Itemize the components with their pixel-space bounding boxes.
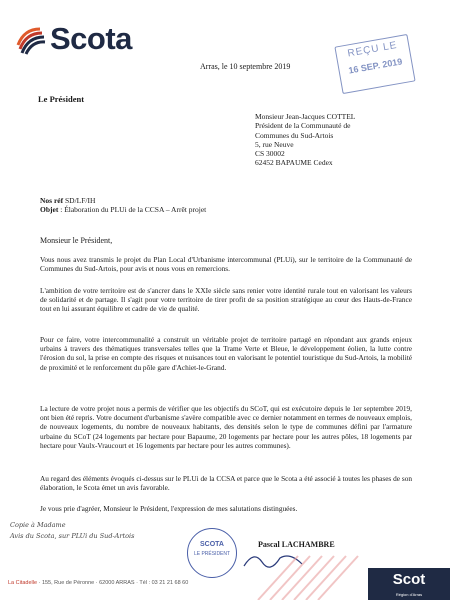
subject-value: Élaboration du PLUi de la CCSA – Arrêt projet: [64, 205, 207, 215]
footer-place: La Citadelle: [8, 580, 38, 586]
recipient-name: Monsieur Jean-Jacques COTTEL: [255, 112, 356, 121]
handwritten-note: [10, 520, 180, 560]
ref-value: SD/LF/IH: [65, 196, 96, 205]
seal-subtitle: LE PRÉSIDENT: [193, 551, 231, 557]
paragraph-3: Pour ce faire, votre intercommunalité a construit un véritable projet de territoire partagé en répondant aux grands enjeux urbains à travers des thématiques transversales telles que la Trame Verte et Bleue, le développement éolien, la lutte contre l'érosion du sol, la prise en compte des risques et nuisances tout en valorisant le potentiel touristique du Sud-Artois, la mobilité de proximité et le renforcement du pôle gare d'Achiet-le-Grand.: [40, 335, 412, 372]
ref-label: Nos réf: [40, 196, 64, 205]
official-seal: [187, 528, 237, 578]
subject-line: Objet : Élaboration du PLUi de la CCSA – Arrêt projet: [40, 205, 207, 215]
handwritten-line-2: Avis du Scota, sur PLUi du Sud-Artois: [10, 532, 135, 540]
paragraph-4: La lecture de votre projet nous a permis de vérifier que les objectifs du SCoT, qui est exécutoire depuis le 1er septembre 2019, ont bien été repris. Votre document d'urbanisme s'avère compatible avec ce dernier notamment en termes de nouveaux emplois, de nouveaux logements, du nombre de nouveaux habitants, des densités selon le type de communes défini par l'armature urbaine du SCoT (24 logements par hectare pour Bapaume, 20 logements par hectare pour les autres pôles, 18 logements par hectare pour Vaulx-Vraucourt et 16 logements par hectare pour les autres communes).: [40, 404, 412, 450]
recipient-org: Communes du Sud-Artois: [255, 130, 334, 140]
stamp-label: REÇU LE: [346, 39, 399, 60]
logo-mark-icon: [14, 23, 48, 57]
recipient-cs: CS 30002: [255, 149, 285, 159]
footer-contact: · 155, Rue de Péronne · 62000 ARRAS · Tél : 03 21 21 68 60: [38, 580, 189, 586]
decorative-stripes: [248, 548, 368, 600]
stamp-date: 16 SEP. 2019: [347, 56, 403, 76]
subject-label: Objet: [40, 205, 59, 215]
reference-line: [40, 196, 206, 205]
recipient-street: 5, rue Neuve: [255, 139, 294, 149]
paragraph-2: L'ambition de votre territoire est de s'ancrer dans le XXIe siècle sans renier votre identité rurale tout en valorisant les valeurs de solidarité et de partage. Il s'agit pour votre territoire de tirer profit de sa position stratégique au cœur des Hauts-de-France tout en lui assurant équilibre et cadre de vie de qualité.: [40, 286, 412, 314]
letter-date: Arras, le 10 septembre 2019: [200, 62, 291, 71]
recipient-block: [255, 112, 435, 168]
sender-title: Le Président: [38, 94, 85, 104]
brand-name: Scot: [392, 571, 426, 588]
scot-brand-box: [368, 568, 450, 600]
received-stamp: [334, 34, 415, 94]
seal-title: SCOTA: [200, 541, 224, 548]
reference-block: [40, 196, 206, 214]
handwritten-line-1: Copie à Madame: [10, 521, 66, 529]
greeting: Monsieur le Président,: [40, 236, 113, 245]
paragraph-5: Au regard des éléments évoqués ci-dessus sur le PLUi de la CCSA et parce que le Scota a été associé à toutes les phases de son élaboration, le Scota émet un avis favorable.: [40, 474, 412, 493]
scota-logo: [14, 20, 154, 60]
recipient-title: Président de la Communauté de: [255, 121, 351, 131]
recipient-city: 62452 BAPAUME Cedex: [255, 158, 333, 168]
brand-subtitle: Région d'Arras: [395, 592, 423, 597]
footer-address: [8, 580, 188, 586]
paragraph-1: Vous nous avez transmis le projet du Plan Local d'Urbanisme intercommunal (PLUi), sur le territoire de la Communauté de Communes du Sud-Artois, pour avis et nous vous en remercions.: [40, 255, 412, 274]
signatory-name: Pascal LACHAMBRE: [258, 540, 335, 549]
paragraph-6: Je vous prie d'agréer, Monsieur le Président, l'expression de mes salutations distinguées.: [40, 504, 298, 513]
logo-wordmark: Scota: [50, 21, 132, 56]
